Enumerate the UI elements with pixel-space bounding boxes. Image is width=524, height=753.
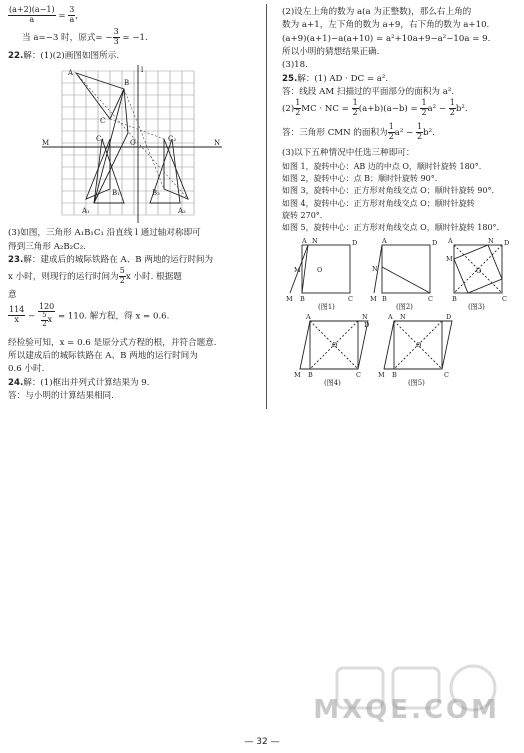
fig3-caption: (图3) — [468, 302, 485, 311]
fraction: $\frac{5}{2}$ — [119, 266, 125, 286]
label-A1: A₁ — [82, 207, 90, 216]
svg-text:O: O — [416, 340, 422, 349]
label-A2: A₂ — [178, 207, 186, 216]
svg-text:C: C — [502, 294, 507, 303]
svg-text:D: D — [352, 238, 358, 247]
fig1-caption: (图1) — [318, 302, 335, 311]
svg-text:B: B — [452, 294, 457, 303]
svg-text:O: O — [332, 340, 338, 349]
svg-text:A: A — [388, 312, 393, 321]
svg-text:B: B — [300, 294, 305, 303]
svg-text:D: D — [432, 238, 438, 247]
svg-text:N: N — [312, 236, 318, 245]
column-divider — [266, 4, 267, 409]
label-C1: C₁ — [96, 135, 105, 144]
svg-text:O: O — [476, 266, 482, 275]
svg-text:D: D — [504, 238, 510, 247]
q24-part2-3: (a+9)(a+1)−a(a+10) = a²+10a+9−a²−10a = 9. — [282, 33, 491, 44]
page-number: — 32 — — [244, 737, 280, 747]
svg-text:N: N — [362, 312, 368, 321]
label-C2: C₂ — [168, 135, 177, 144]
svg-text:A: A — [382, 236, 387, 245]
svg-text:D: D — [364, 320, 370, 329]
q24-part3: (3)18. — [282, 60, 308, 71]
fig5-caption: (图5) — [408, 378, 425, 387]
fraction: $\frac{3}{3}$ — [113, 27, 119, 46]
q25-figures — [282, 237, 518, 387]
svg-text:M: M — [294, 370, 301, 379]
q24-line-1: 24.解：(1)框出并列式计算结果为 9. — [8, 377, 150, 388]
q23-line-2: x 小时，则现行的运行时间为 $\frac{5}{2}$ x 小时. 根据题 — [8, 266, 182, 286]
label-B1: B₁ — [112, 189, 120, 198]
q25-line-7: 如图 2，旋转中心：点 B；顺时针旋转 90°. — [282, 173, 438, 183]
label-N: N — [214, 139, 221, 148]
q23-line-5: 经检验可知，x = 0.6 是原分式方程的根，并符合题意. — [8, 337, 217, 348]
q22-grid-figure — [42, 65, 232, 225]
fraction: $\frac{(a+2)(a-1)}{a}$ — [9, 5, 55, 24]
label-l: l — [141, 66, 144, 75]
svg-text:O: O — [317, 265, 323, 274]
q25-line-3: (2) $\frac{1}{2}$ MC · NC = $\frac{1}{2}$ (a+b)(a−b) = $\frac{1}{2}$ a² − $\frac{1}{2}$ b². — [282, 98, 468, 117]
q24-part2-2: 数为 a+1，左下角的数为 a+9，右下角的数为 a+10. — [282, 20, 490, 31]
q25-line-4: 答：三角形 CMN 的面积为 $\frac{1}{2}$ a² − $\frac{1}{2}$ b². — [282, 122, 435, 141]
label-O: O — [130, 139, 136, 148]
left-column — [8, 6, 256, 403]
svg-text:C: C — [348, 294, 353, 303]
q23-line-6: 所以建成后的城际铁路在 A、B 两地的运行时间为 — [8, 350, 198, 361]
q22-part3-b: 得到三角形 A₂B₂C₂. — [8, 241, 86, 252]
svg-text:A: A — [306, 312, 311, 321]
svg-text:C: C — [356, 370, 361, 379]
q23-equation: $\frac{114}{x}$ − 120 $\frac{5}{2}$ x = 110. 解方程，得 x = 0.6. — [9, 301, 170, 329]
fraction: 120 $\frac{5}{2}$ x — [38, 301, 55, 329]
q25-line-2: 答：线段 AM 扫描过的平面部分的面积为 a². — [282, 86, 455, 97]
q25-line-10: 旋转 270°. — [282, 211, 323, 221]
svg-text:N: N — [372, 264, 378, 273]
svg-text:N: N — [488, 236, 494, 245]
q23-line-3: 意 — [8, 290, 17, 301]
label-C: C — [100, 117, 106, 126]
label-B2: B₂ — [152, 189, 160, 198]
svg-text:D: D — [446, 312, 452, 321]
fraction: $\frac{114}{x}$ — [9, 305, 25, 325]
q24-part2-1: (2)设左上角的数为 a(a 为正整数)，那么右上角的 — [282, 7, 472, 17]
svg-text:C: C — [428, 294, 433, 303]
fig4-caption: (图4) — [324, 378, 341, 387]
q21-line-2: 当 a=−3 时，原式= − $\frac{3}{3}$ = −1. — [22, 27, 148, 46]
q25-line-1: 25.解：(1) AD · DC = a². — [282, 73, 389, 84]
label-B: B — [124, 79, 130, 88]
q25-line-9: 如图 4，旋转中心：正方形对角线交点 O；顺时针旋转 — [282, 198, 475, 208]
q22-part3-a: (3)如图，三角形 A₁B₁C₁ 沿直线 l 通过轴对称即可 — [8, 228, 201, 239]
q25-line-11: 如图 5，旋转中心：正方形对角线交点 O，顺时针旋转 180°. — [282, 223, 500, 233]
label-A: A — [68, 69, 74, 78]
q24-part2-4: 所以小明的猜想结果正确. — [282, 46, 380, 57]
fig2-caption: (图2) — [396, 302, 413, 311]
svg-text:B: B — [392, 370, 397, 379]
svg-text:C: C — [444, 370, 449, 379]
svg-text:M: M — [378, 370, 385, 379]
svg-text:M: M — [446, 254, 453, 263]
svg-text:A: A — [448, 236, 453, 245]
q24-line-2: 答：与小明的计算结果相同. — [8, 390, 114, 401]
svg-text:M: M — [294, 265, 301, 274]
q25-line-6: 如图 1，旋转中心：AB 边的中点 O，顺时针旋转 180°. — [282, 161, 482, 171]
svg-text:M: M — [370, 294, 377, 303]
q22-header: 22.解：(1)(2)画图如图所示. — [8, 51, 120, 61]
q25-line-8: 如图 3，旋转中心：正方形对角线交点 O；顺时针旋转 90°. — [282, 186, 494, 196]
label-M: M — [42, 139, 50, 148]
q23-line-1: 23.解：建成后的城际铁路在 A、B 两地的运行时间为 — [8, 254, 214, 265]
svg-text:B: B — [382, 294, 387, 303]
q23-line-7: 0.6 小时. — [8, 364, 45, 375]
q25-line-5: (3)以下五种情况中任选三种即可： — [282, 148, 415, 159]
q21-line-1: $\frac{(a+2)(a-1)}{a}$ = $\frac{3}{a}$ , — [9, 5, 79, 24]
watermark-text: MXQE.COM — [313, 695, 500, 725]
svg-text:A: A — [302, 236, 307, 245]
fraction: $\frac{3}{a}$ — [69, 5, 75, 24]
svg-text:M: M — [286, 294, 293, 303]
svg-text:N: N — [400, 312, 406, 321]
right-column — [282, 6, 518, 387]
svg-text:B: B — [308, 370, 313, 379]
